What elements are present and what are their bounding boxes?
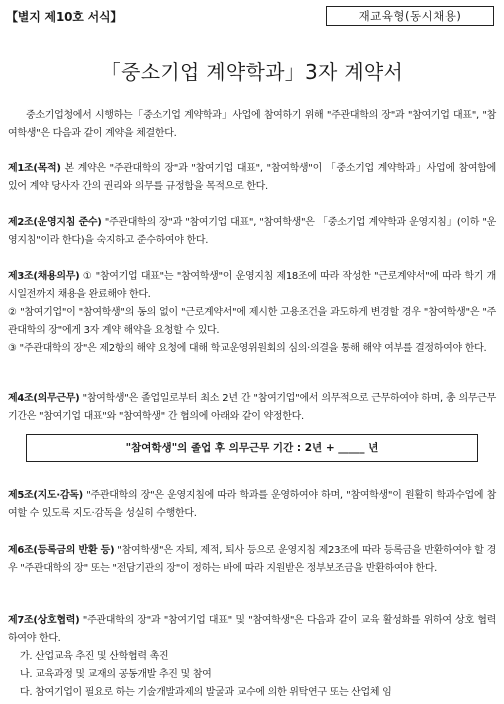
article-2-heading: 제2조(운영지침 준수) [8,217,102,228]
article-6-body: "참여학생"은 자퇴, 제적, 퇴사 등으로 운영지침 제23조에 따라 등록금을 반환하여야 할 경우 "주관대학의 장" 또는 "전담기관의 장"이 정하는 바에 따라 지원받은 정부보조금을 반환하여야 한다. [8,545,496,574]
document-title: 「중소기업 계약학과」3자 계약서 [100,60,404,84]
article-4-body: "참여학생"은 졸업일로부터 최소 2년 간 "참여기업"에서 의무적으로 근무하여야 하며, 총 의무근무 기간은 "참여기업 대표"와 "참여학생" 간 협의에 아래와 같이 약정한다. [8,393,496,422]
article-7-item-ga: 가. 산업교육 추진 및 산학협력 촉진 [20,651,169,662]
article-3-heading: 제3조(채용의무) [8,271,80,282]
article-5-body: "주관대학의 장"은 운영지침에 따라 학과를 운영하여야 하며, "참여학생"이 원활히 학과수업에 참여할 수 있도록 지도·감독을 성실히 수행한다. [8,490,496,519]
article-4 [8,390,496,426]
article-7-body: "주관대학의 장"과 "참여기업 대표" 및 "참여학생"은 다음과 같이 교육 활성화를 위하여 상호 협력하여야 한다. [8,615,496,644]
mandatory-service-period-box: "참여학생"의 졸업 후 의무근무 기간 : 2년 + _____ 년 [26,434,478,462]
article-1-heading: 제1조(목적) [8,163,61,174]
article-3 [8,268,496,358]
form-number-label: 【별지 제10호 서식】 [6,10,123,24]
contract-type-box: 재교육형(동시채용) [326,6,494,26]
article-6 [8,542,496,578]
article-3-clause-2: ② "참여기업"이 "참여학생"의 동의 없이 "근로계약서"에 제시한 고용조건을 과도하게 변경할 경우 "참여학생"은 "주관대학의 장"에게 3자 계약 해약을 요청할 수 있다. [8,307,496,336]
article-7-item-na: 나. 교육과정 및 교재의 공동개발 추진 및 참여 [20,669,212,680]
article-7-heading: 제7조(상호협력) [8,615,80,626]
article-3-clause-1: ① "참여기업 대표"는 "참여학생"이 운영지침 제18조에 따라 작성한 "근로계약서"에 따라 학기 개시일전까지 채용을 완료해야 한다. [8,271,496,300]
article-5-heading: 제5조(지도·감독) [8,490,83,501]
article-4-heading: 제4조(의무근무) [8,393,80,404]
article-2-body: "주관대학의 장"과 "참여기업 대표", "참여학생"은 「중소기업 계약학과 운영지침」(이하 "운영지침"이라 한다)을 숙지하고 준수하여야 한다. [8,217,496,246]
intro-paragraph: 중소기업청에서 시행하는「중소기업 계약학과」사업에 참여하기 위해 "주관대학의 장"과 "참여기업 대표", "참여학생"은 다음과 같이 계약을 체결한다. [8,110,496,139]
article-7-item-da: 다. 참여기업이 필요로 하는 기술개발과제의 발굴과 교수에 의한 위탁연구 또는 산업체 임 [20,687,392,698]
article-5 [8,487,496,523]
article-3-clause-3: ③ "주관대학의 장"은 제2항의 해약 요청에 대해 학교운영위원회의 심의·의결을 통해 해약 여부를 결정하여야 한다. [8,343,487,354]
article-1 [8,160,496,196]
article-6-heading: 제6조(등록금의 반환 등) [8,545,115,556]
article-1-body: 본 계약은 "주관대학의 장"과 "참여기업 대표", "참여학생"이 「중소기업 계약학과」사업에 참여함에 있어 계약 당사자 간의 권리와 의무를 규정함을 목적으로 한다. [8,163,496,192]
article-7 [8,612,496,702]
article-2 [8,214,496,250]
